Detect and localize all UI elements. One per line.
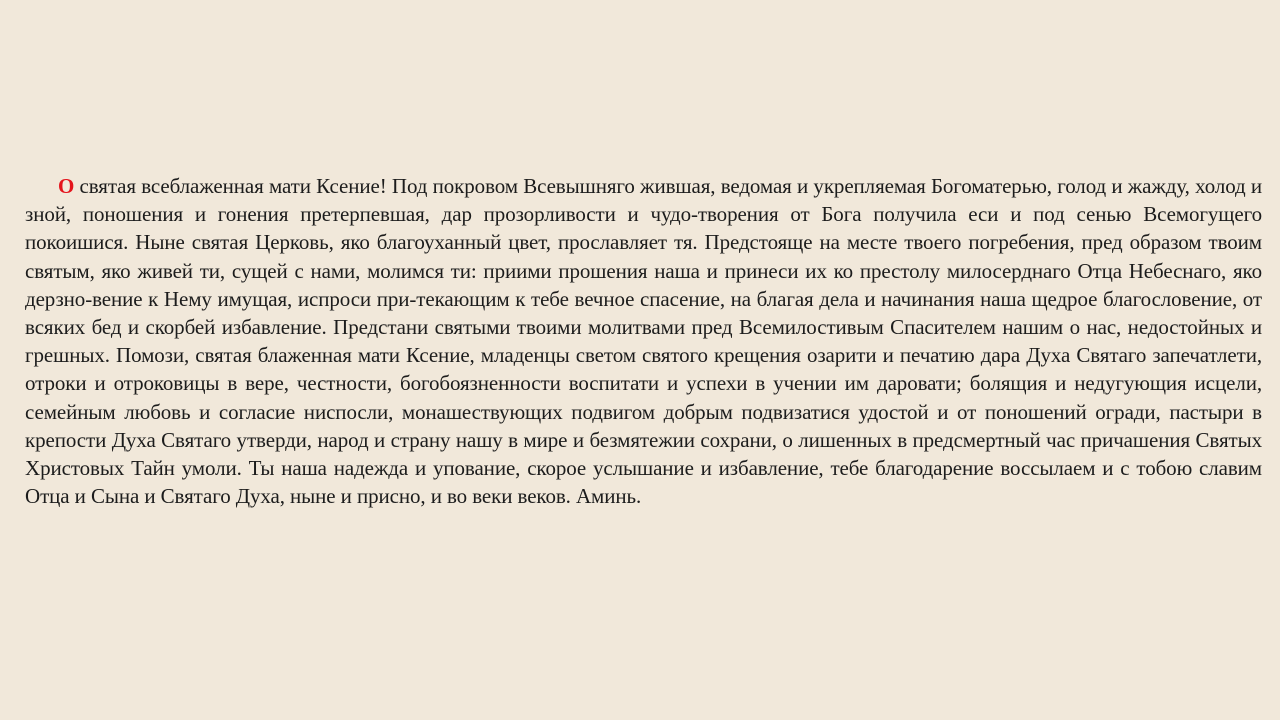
drop-initial-letter: О <box>58 174 75 198</box>
prayer-paragraph <box>25 172 1262 510</box>
prayer-text: святая всеблаженная мати Ксение! Под покровом Всевышняго жившая, ведомая и укрепляемая Богоматерью, голод и жажду, холод и зной, поношения и гонения претерпевшая, дар прозорливости и чудо-творения от Бога получила еси и под сенью Всемогущего покоишися. Ныне святая Церковь, яко благоуханный цвет, прославляет тя. Предстояще на месте твоего погребения, пред образом твоим святым, яко живей ти, сущей с нами, молимся ти: приими прошения наша и принеси их ко престолу милосерднаго Отца Небеснаго, яко дерзно-вение к Нему имущая, испроси при-текающим к тебе вечное спасение, на благая дела и начинания наша щедрое благословение, от всяких бед и скорбей избавление. Предстани святыми твоими молитвами пред Всемилостивым Спасителем нашим о нас, недостойных и грешных. Помози, святая блаженная мати Ксение, младенцы светом святого крещения озарити и печатию дара Духа Святаго запечатлети, отроки и отроковицы в вере, честности, богобоязненности воспитати и успехи в учении им даровати; болящия и недугующия исцели, семейным любовь и согласие ниспосли, монашествующих подвигом добрым подвизатися удостой и от поношений огради, пастыри в крепости Духа Святаго утверди, народ и страну нашу в мире и безмятежии сохрани, о лишенных в предсмертный час причашения Святых Христовых Тайн умоли. Ты наша надежда и упование, скорое услышание и избавление, тебе благодарение воссылаем и с тобою славим Отца и Сына и Святаго Духа, ныне и присно, и во веки веков. Аминь. <box>25 174 1262 509</box>
